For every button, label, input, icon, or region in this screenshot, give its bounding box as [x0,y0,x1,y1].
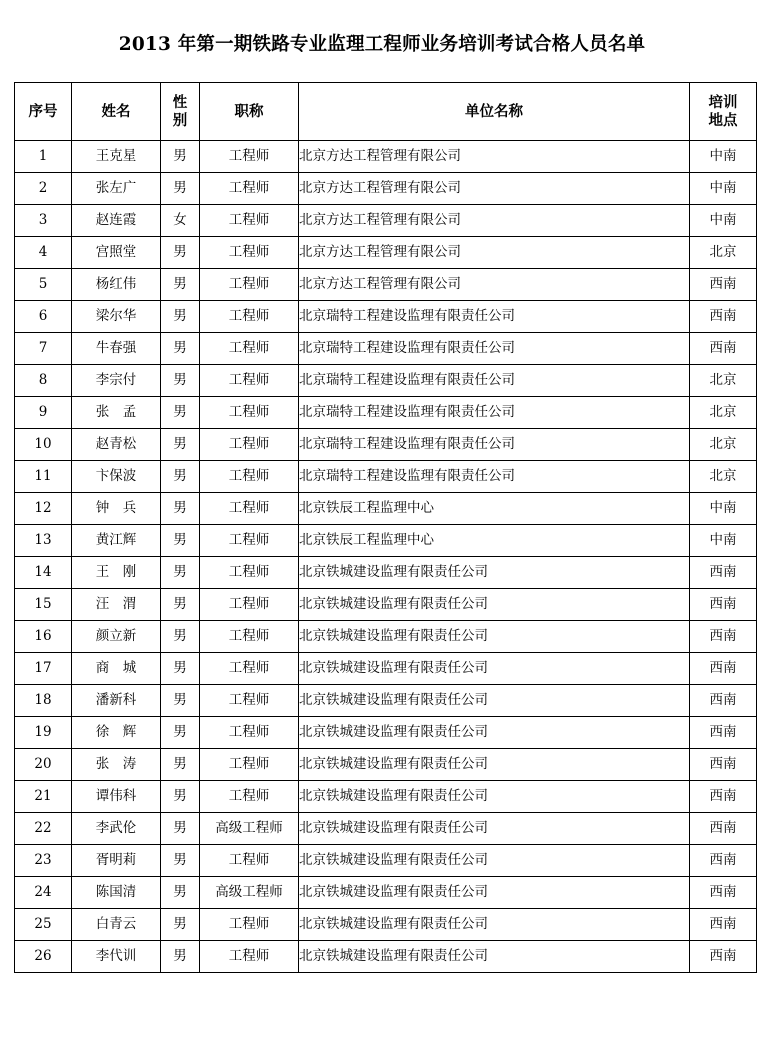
cell-sex: 男 [161,813,200,845]
cell-name: 商 城 [72,653,161,685]
cell-site: 西南 [690,653,757,685]
cell-sex: 男 [161,941,200,973]
cell-unit: 北京铁城建设监理有限责任公司 [299,621,690,653]
cell-site: 北京 [690,461,757,493]
table-body [15,141,757,973]
cell-name: 牛春强 [72,333,161,365]
cell-no: 12 [15,493,72,525]
cell-unit: 北京铁城建设监理有限责任公司 [299,845,690,877]
table-row [15,429,757,461]
cell-unit: 北京铁辰工程监理中心 [299,493,690,525]
cell-unit: 北京铁城建设监理有限责任公司 [299,781,690,813]
table-row [15,205,757,237]
cell-no: 26 [15,941,72,973]
cell-name: 胥明莉 [72,845,161,877]
table-row [15,557,757,589]
cell-name: 王克星 [72,141,161,173]
column-header-sex-line1: 性 [172,94,188,112]
cell-name: 梁尔华 [72,301,161,333]
cell-job-title: 工程师 [200,365,299,397]
cell-unit: 北京方达工程管理有限公司 [299,205,690,237]
cell-unit: 北京瑞特工程建设监理有限责任公司 [299,461,690,493]
cell-name: 宫照堂 [72,237,161,269]
cell-no: 1 [15,141,72,173]
cell-site: 西南 [690,269,757,301]
table-row [15,237,757,269]
column-header-sex-line2: 别 [172,111,188,129]
cell-job-title: 工程师 [200,269,299,301]
column-header-name: 姓名 [72,83,161,141]
cell-name: 陈国清 [72,877,161,909]
cell-job-title: 工程师 [200,941,299,973]
cell-unit: 北京铁城建设监理有限责任公司 [299,749,690,781]
cell-site: 西南 [690,717,757,749]
cell-no: 23 [15,845,72,877]
cell-site: 西南 [690,685,757,717]
cell-job-title: 工程师 [200,749,299,781]
cell-job-title: 工程师 [200,845,299,877]
cell-no: 11 [15,461,72,493]
cell-no: 21 [15,781,72,813]
cell-unit: 北京铁辰工程监理中心 [299,525,690,557]
table-row [15,333,757,365]
cell-site: 北京 [690,237,757,269]
cell-unit: 北京铁城建设监理有限责任公司 [299,909,690,941]
cell-name: 卞保波 [72,461,161,493]
cell-name: 赵青松 [72,429,161,461]
cell-site: 中南 [690,141,757,173]
table-row [15,717,757,749]
cell-sex: 男 [161,909,200,941]
cell-sex: 男 [161,397,200,429]
cell-job-title: 工程师 [200,717,299,749]
cell-unit: 北京方达工程管理有限公司 [299,237,690,269]
cell-job-title: 工程师 [200,429,299,461]
table-row [15,781,757,813]
cell-name: 黄江辉 [72,525,161,557]
cell-site: 中南 [690,525,757,557]
cell-sex: 男 [161,525,200,557]
cell-job-title: 工程师 [200,557,299,589]
cell-sex: 男 [161,173,200,205]
table-row [15,269,757,301]
cell-job-title: 工程师 [200,461,299,493]
page-title: 2013 年第一期铁路专业监理工程师业务培训考试合格人员名单 [118,34,646,55]
cell-site: 西南 [690,621,757,653]
table-row [15,621,757,653]
table-row [15,493,757,525]
cell-sex: 男 [161,557,200,589]
cell-site: 西南 [690,589,757,621]
cell-job-title: 工程师 [200,397,299,429]
cell-job-title: 工程师 [200,909,299,941]
cell-name: 李武伦 [72,813,161,845]
cell-no: 14 [15,557,72,589]
cell-unit: 北京铁城建设监理有限责任公司 [299,653,690,685]
cell-sex: 男 [161,493,200,525]
column-header-site-line1: 培训 [708,94,738,112]
cell-site: 西南 [690,301,757,333]
cell-no: 10 [15,429,72,461]
table-row [15,909,757,941]
cell-unit: 北京瑞特工程建设监理有限责任公司 [299,365,690,397]
cell-unit: 北京方达工程管理有限公司 [299,269,690,301]
cell-sex: 男 [161,365,200,397]
cell-no: 20 [15,749,72,781]
cell-sex: 男 [161,717,200,749]
cell-job-title: 工程师 [200,141,299,173]
cell-unit: 北京方达工程管理有限公司 [299,173,690,205]
cell-name: 徐 辉 [72,717,161,749]
cell-sex: 男 [161,141,200,173]
cell-no: 7 [15,333,72,365]
cell-sex: 男 [161,877,200,909]
cell-job-title: 工程师 [200,237,299,269]
cell-no: 16 [15,621,72,653]
cell-sex: 女 [161,205,200,237]
cell-site: 西南 [690,909,757,941]
cell-job-title: 工程师 [200,589,299,621]
cell-name: 王 刚 [72,557,161,589]
cell-sex: 男 [161,749,200,781]
table-row [15,685,757,717]
cell-name: 颜立新 [72,621,161,653]
column-header-sex [161,83,200,141]
table-row [15,525,757,557]
cell-job-title: 工程师 [200,301,299,333]
cell-name: 赵连霞 [72,205,161,237]
cell-job-title: 工程师 [200,781,299,813]
table-row [15,941,757,973]
column-header-job-title: 职称 [200,83,299,141]
cell-unit: 北京瑞特工程建设监理有限责任公司 [299,397,690,429]
cell-sex: 男 [161,845,200,877]
cell-job-title: 工程师 [200,621,299,653]
cell-name: 汪 渭 [72,589,161,621]
cell-name: 李宗付 [72,365,161,397]
table-row [15,365,757,397]
cell-job-title: 工程师 [200,173,299,205]
cell-unit: 北京铁城建设监理有限责任公司 [299,685,690,717]
cell-name: 李代训 [72,941,161,973]
cell-sex: 男 [161,333,200,365]
cell-no: 2 [15,173,72,205]
cell-no: 5 [15,269,72,301]
table-row [15,301,757,333]
cell-job-title: 工程师 [200,205,299,237]
cell-sex: 男 [161,301,200,333]
cell-unit: 北京瑞特工程建设监理有限责任公司 [299,333,690,365]
table-row [15,589,757,621]
cell-no: 3 [15,205,72,237]
cell-name: 谭伟科 [72,781,161,813]
cell-sex: 男 [161,781,200,813]
cell-site: 西南 [690,333,757,365]
cell-sex: 男 [161,653,200,685]
cell-job-title: 高级工程师 [200,813,299,845]
cell-sex: 男 [161,589,200,621]
cell-no: 18 [15,685,72,717]
table-row [15,397,757,429]
cell-sex: 男 [161,621,200,653]
cell-name: 潘新科 [72,685,161,717]
column-header-site [690,83,757,141]
cell-unit: 北京铁城建设监理有限责任公司 [299,589,690,621]
cell-site: 西南 [690,845,757,877]
cell-site: 西南 [690,749,757,781]
cell-sex: 男 [161,461,200,493]
cell-unit: 北京铁城建设监理有限责任公司 [299,813,690,845]
cell-no: 19 [15,717,72,749]
table-row [15,877,757,909]
cell-job-title: 工程师 [200,333,299,365]
document-page [0,30,764,973]
cell-job-title: 工程师 [200,525,299,557]
cell-job-title: 工程师 [200,653,299,685]
cell-job-title: 高级工程师 [200,877,299,909]
column-header-unit: 单位名称 [299,83,690,141]
qualified-personnel-table [14,82,757,973]
cell-name: 杨红伟 [72,269,161,301]
table-row [15,845,757,877]
cell-job-title: 工程师 [200,493,299,525]
cell-site: 西南 [690,941,757,973]
cell-site: 西南 [690,877,757,909]
cell-no: 22 [15,813,72,845]
cell-no: 9 [15,397,72,429]
table-row [15,141,757,173]
cell-unit: 北京铁城建设监理有限责任公司 [299,717,690,749]
cell-no: 13 [15,525,72,557]
cell-unit: 北京铁城建设监理有限责任公司 [299,557,690,589]
cell-site: 中南 [690,493,757,525]
cell-name: 张左广 [72,173,161,205]
cell-no: 8 [15,365,72,397]
table-row [15,813,757,845]
table-header [15,83,757,141]
cell-unit: 北京瑞特工程建设监理有限责任公司 [299,301,690,333]
cell-no: 15 [15,589,72,621]
cell-site: 北京 [690,397,757,429]
cell-no: 25 [15,909,72,941]
cell-site: 北京 [690,365,757,397]
cell-unit: 北京铁城建设监理有限责任公司 [299,941,690,973]
table-row [15,461,757,493]
cell-unit: 北京方达工程管理有限公司 [299,141,690,173]
cell-name: 张 孟 [72,397,161,429]
cell-site: 中南 [690,173,757,205]
cell-name: 张 涛 [72,749,161,781]
cell-name: 钟 兵 [72,493,161,525]
cell-sex: 男 [161,269,200,301]
table-row [15,173,757,205]
cell-site: 中南 [690,205,757,237]
cell-name: 白青云 [72,909,161,941]
cell-sex: 男 [161,237,200,269]
table-row [15,749,757,781]
cell-site: 西南 [690,781,757,813]
cell-site: 北京 [690,429,757,461]
cell-job-title: 工程师 [200,685,299,717]
cell-site: 西南 [690,813,757,845]
column-header-site-line2: 地点 [708,111,738,129]
cell-unit: 北京铁城建设监理有限责任公司 [299,877,690,909]
cell-sex: 男 [161,429,200,461]
cell-sex: 男 [161,685,200,717]
column-header-no: 序号 [15,83,72,141]
cell-no: 6 [15,301,72,333]
cell-no: 24 [15,877,72,909]
cell-no: 4 [15,237,72,269]
cell-no: 17 [15,653,72,685]
cell-unit: 北京瑞特工程建设监理有限责任公司 [299,429,690,461]
table-header-row [15,83,757,141]
table-row [15,653,757,685]
cell-site: 西南 [690,557,757,589]
